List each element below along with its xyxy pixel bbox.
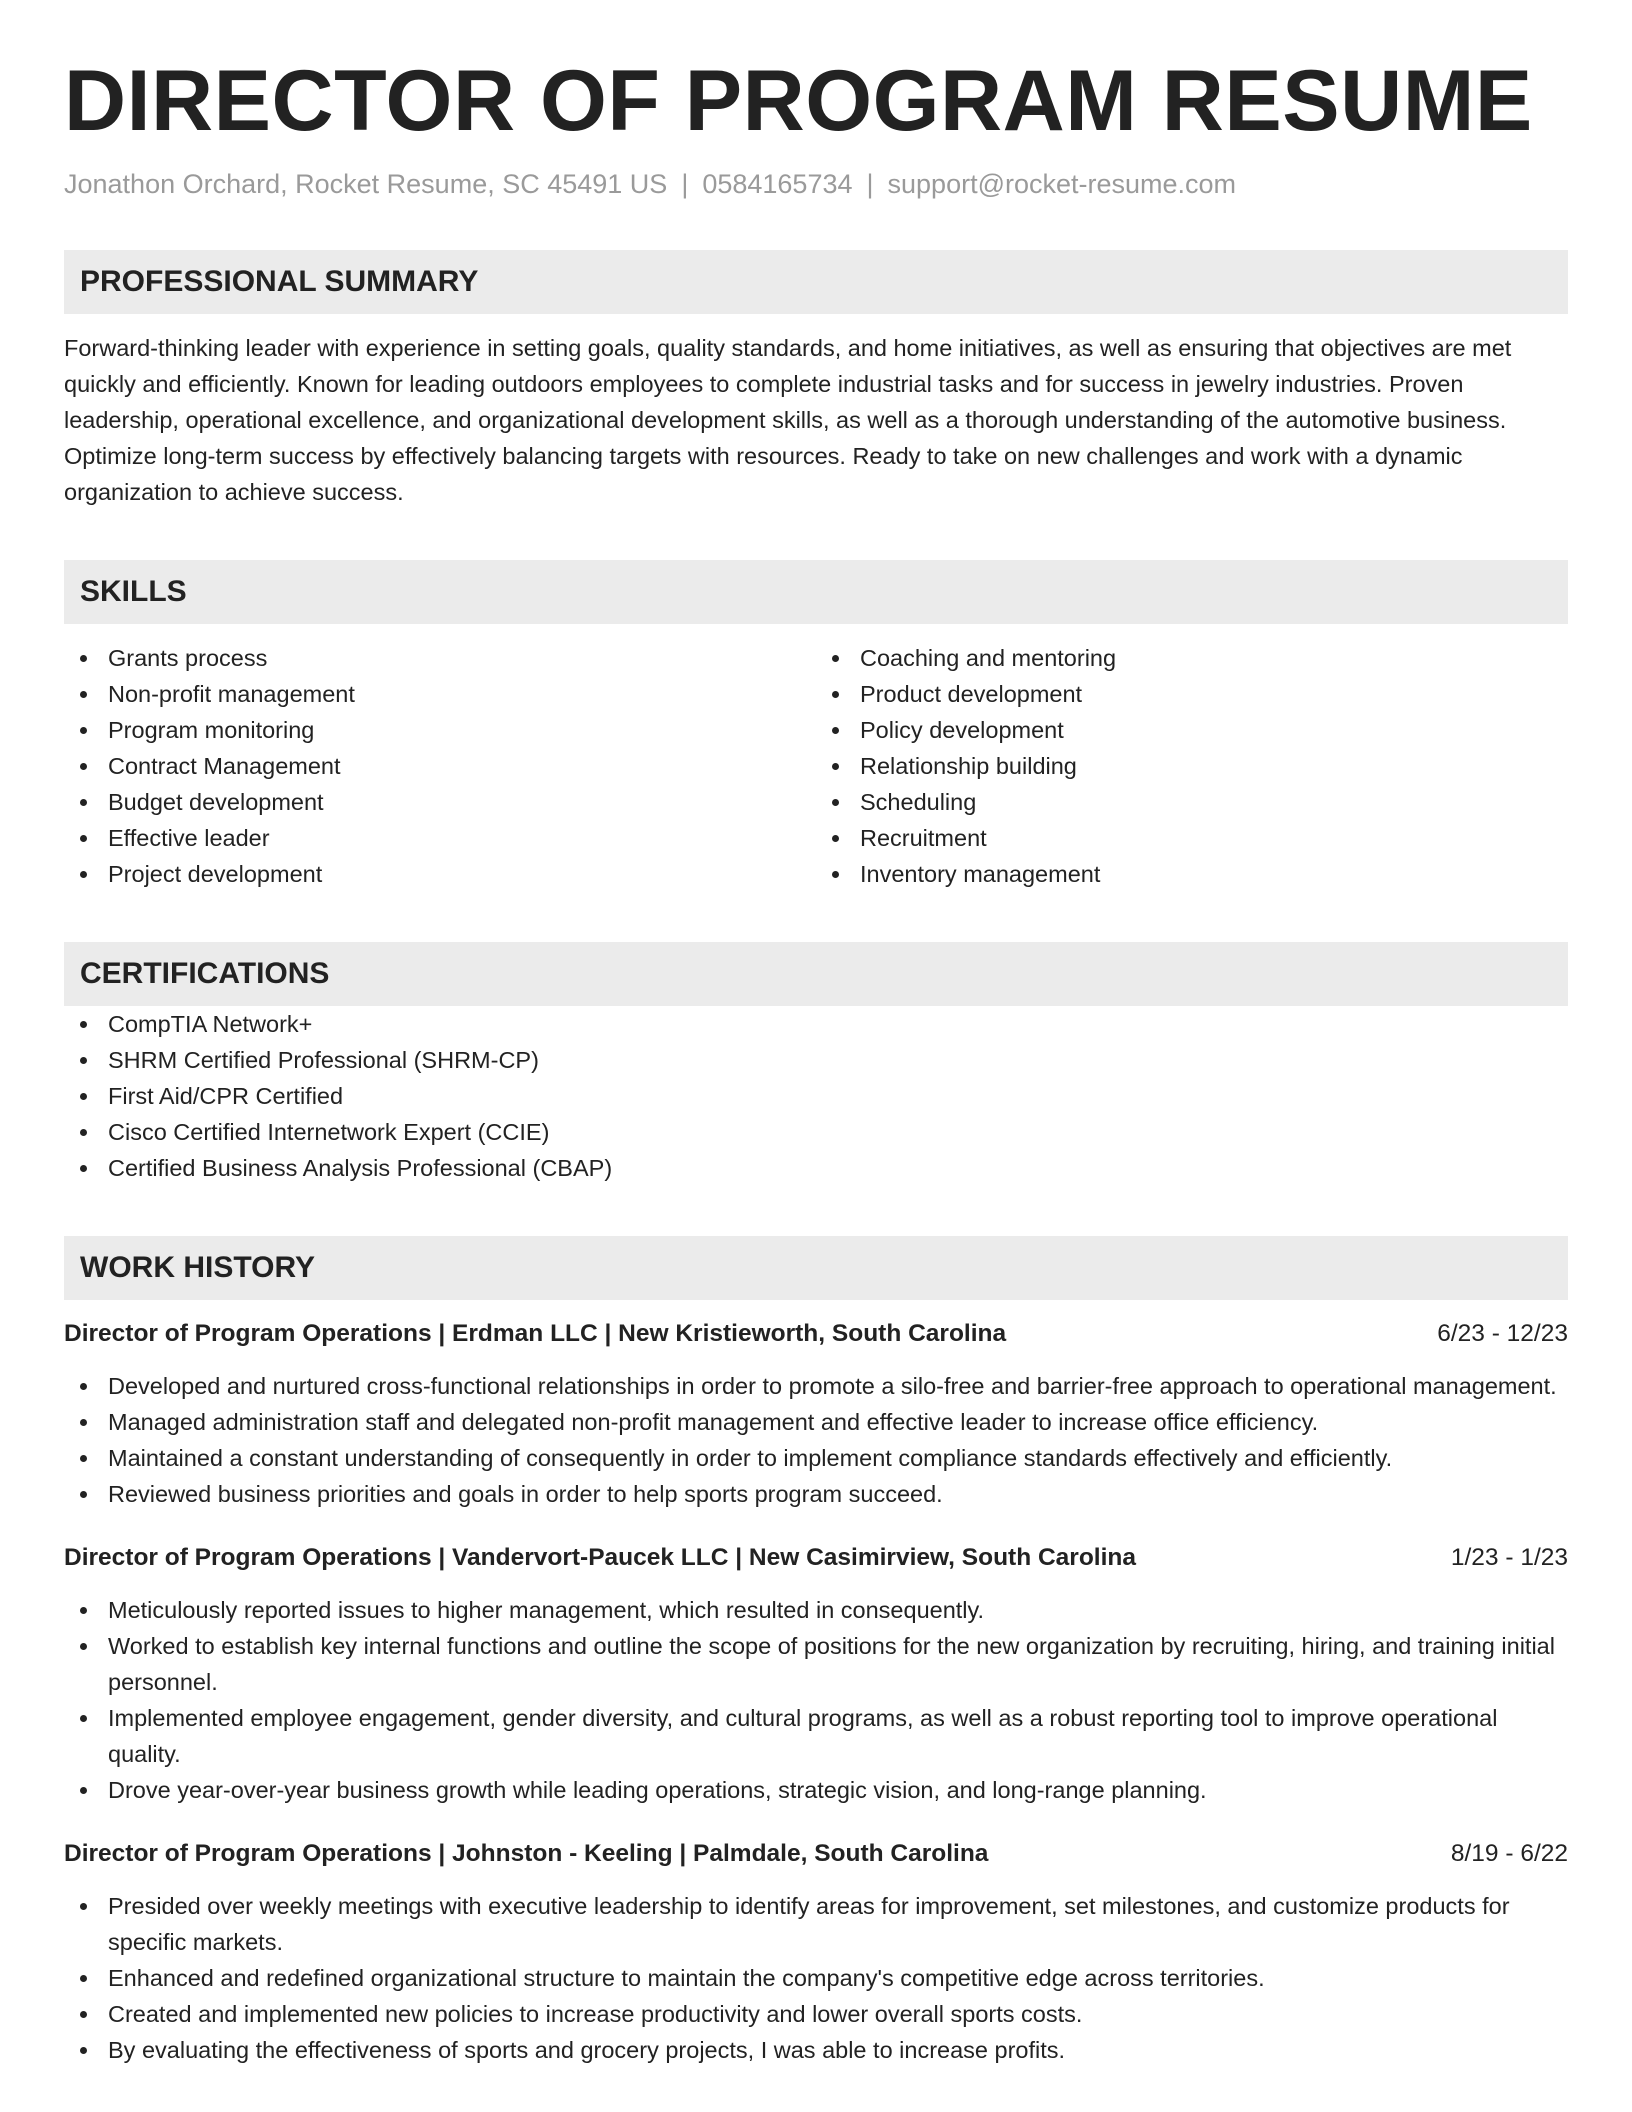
job-dates: 1/23 - 1/23	[1450, 1544, 1568, 1572]
skill-item: Contract Management	[64, 748, 816, 784]
skill-item: Recruitment	[816, 820, 1568, 856]
certification-item: Certified Business Analysis Professional (CBAP)	[64, 1150, 1568, 1186]
job-dates: 8/19 - 6/22	[1450, 1840, 1568, 1868]
contact-phone: 0584165734	[702, 169, 853, 199]
job-title: Director of Program Operations | Erdman LLC | New Kristieworth, South Carolina	[64, 1320, 1007, 1348]
job-bullets	[64, 1592, 1568, 1808]
job-bullet: Developed and nurtured cross-functional relationships in order to promote a silo-free and barrier-free approach to operational management.	[64, 1368, 1568, 1404]
summary-text: Forward-thinking leader with experience in setting goals, quality standards, and home initiatives, as well as ensuring that objectives are met quickly and efficiently. Known for leading outdoors employees to complete industrial tasks and for success in jewelry industries. Proven leadership, operational excellence, and organizational development skills, as well as a thorough understanding of the automotive business. Optimize long-term success by effectively balancing targets with resources. Ready to take on new challenges and work with a dynamic organization to achieve success.	[64, 335, 1512, 506]
certification-item: CompTIA Network+	[64, 1006, 1568, 1042]
job-dates: 6/23 - 12/23	[1437, 1320, 1568, 1348]
job-bullet: Maintained a constant understanding of consequently in order to implement compliance standards effectively and efficiently.	[64, 1440, 1568, 1476]
job-header	[64, 1838, 1568, 1870]
skills-list-right	[816, 640, 1568, 892]
job-bullet: Meticulously reported issues to higher management, which resulted in consequently.	[64, 1592, 1568, 1628]
skill-item: Program monitoring	[64, 712, 816, 748]
resume-title: DIRECTOR OF PROGRAM RESUME	[64, 53, 1533, 149]
certification-item: SHRM Certified Professional (SHRM-CP)	[64, 1042, 1568, 1078]
job-title: Director of Program Operations | Johnston - Keeling | Palmdale, South Carolina	[64, 1840, 989, 1868]
skill-item: Product development	[816, 676, 1568, 712]
skill-item: Effective leader	[64, 820, 816, 856]
skill-item: Budget development	[64, 784, 816, 820]
job-bullet: By evaluating the effectiveness of sports and grocery projects, I was able to increase profits.	[64, 2032, 1568, 2068]
job-entry	[64, 1838, 1568, 2068]
certifications-list	[64, 1006, 1568, 1186]
job-bullet: Worked to establish key internal functions and outline the scope of positions for the new organization by recruiting, hiring, and training initial personnel.	[64, 1628, 1568, 1700]
job-bullet: Reviewed business priorities and goals in order to help sports program succeed.	[64, 1476, 1568, 1512]
section-header-certifications: CERTIFICATIONS	[64, 942, 1568, 1006]
skills-grid	[64, 640, 1568, 892]
skills-list-left	[64, 640, 816, 892]
job-header	[64, 1542, 1568, 1574]
job-bullet: Drove year-over-year business growth while leading operations, strategic vision, and long-range planning.	[64, 1772, 1568, 1808]
contact-email: support@rocket-resume.com	[887, 169, 1237, 199]
job-bullets	[64, 1888, 1568, 2068]
skill-item: Non-profit management	[64, 676, 816, 712]
skill-item: Inventory management	[816, 856, 1568, 892]
job-header	[64, 1318, 1568, 1350]
contact-separator: |	[866, 169, 874, 199]
job-bullet: Presided over weekly meetings with executive leadership to identify areas for improvement, set milestones, and customize products for specific markets.	[64, 1888, 1568, 1960]
contact-separator: |	[681, 169, 689, 199]
skill-item: Coaching and mentoring	[816, 640, 1568, 676]
skill-item: Project development	[64, 856, 816, 892]
contact-address: Jonathon Orchard, Rocket Resume, SC 45491 US	[64, 169, 668, 199]
section-header-skills: SKILLS	[64, 560, 1568, 624]
section-header-summary: PROFESSIONAL SUMMARY	[64, 250, 1568, 314]
certification-item: First Aid/CPR Certified	[64, 1078, 1568, 1114]
skill-item: Grants process	[64, 640, 816, 676]
section-header-work-history: WORK HISTORY	[64, 1236, 1568, 1300]
job-bullet: Enhanced and redefined organizational structure to maintain the company's competitive edge across territories.	[64, 1960, 1568, 1996]
skill-item: Scheduling	[816, 784, 1568, 820]
job-bullet: Managed administration staff and delegated non-profit management and effective leader to increase office efficiency.	[64, 1404, 1568, 1440]
job-bullet: Created and implemented new policies to increase productivity and lower overall sports costs.	[64, 1996, 1568, 2032]
certification-item: Cisco Certified Internetwork Expert (CCIE)	[64, 1114, 1568, 1150]
contact-line	[64, 168, 1568, 200]
job-entry	[64, 1542, 1568, 1808]
job-entry	[64, 1318, 1568, 1512]
skill-item: Policy development	[816, 712, 1568, 748]
job-bullets	[64, 1368, 1568, 1512]
skill-item: Relationship building	[816, 748, 1568, 784]
job-title: Director of Program Operations | Vandervort-Paucek LLC | New Casimirview, South Carolina	[64, 1544, 1137, 1572]
skills-column-right	[816, 640, 1568, 892]
skills-column-left	[64, 640, 816, 892]
job-bullet: Implemented employee engagement, gender diversity, and cultural programs, as well as a robust reporting tool to improve operational quality.	[64, 1700, 1568, 1772]
